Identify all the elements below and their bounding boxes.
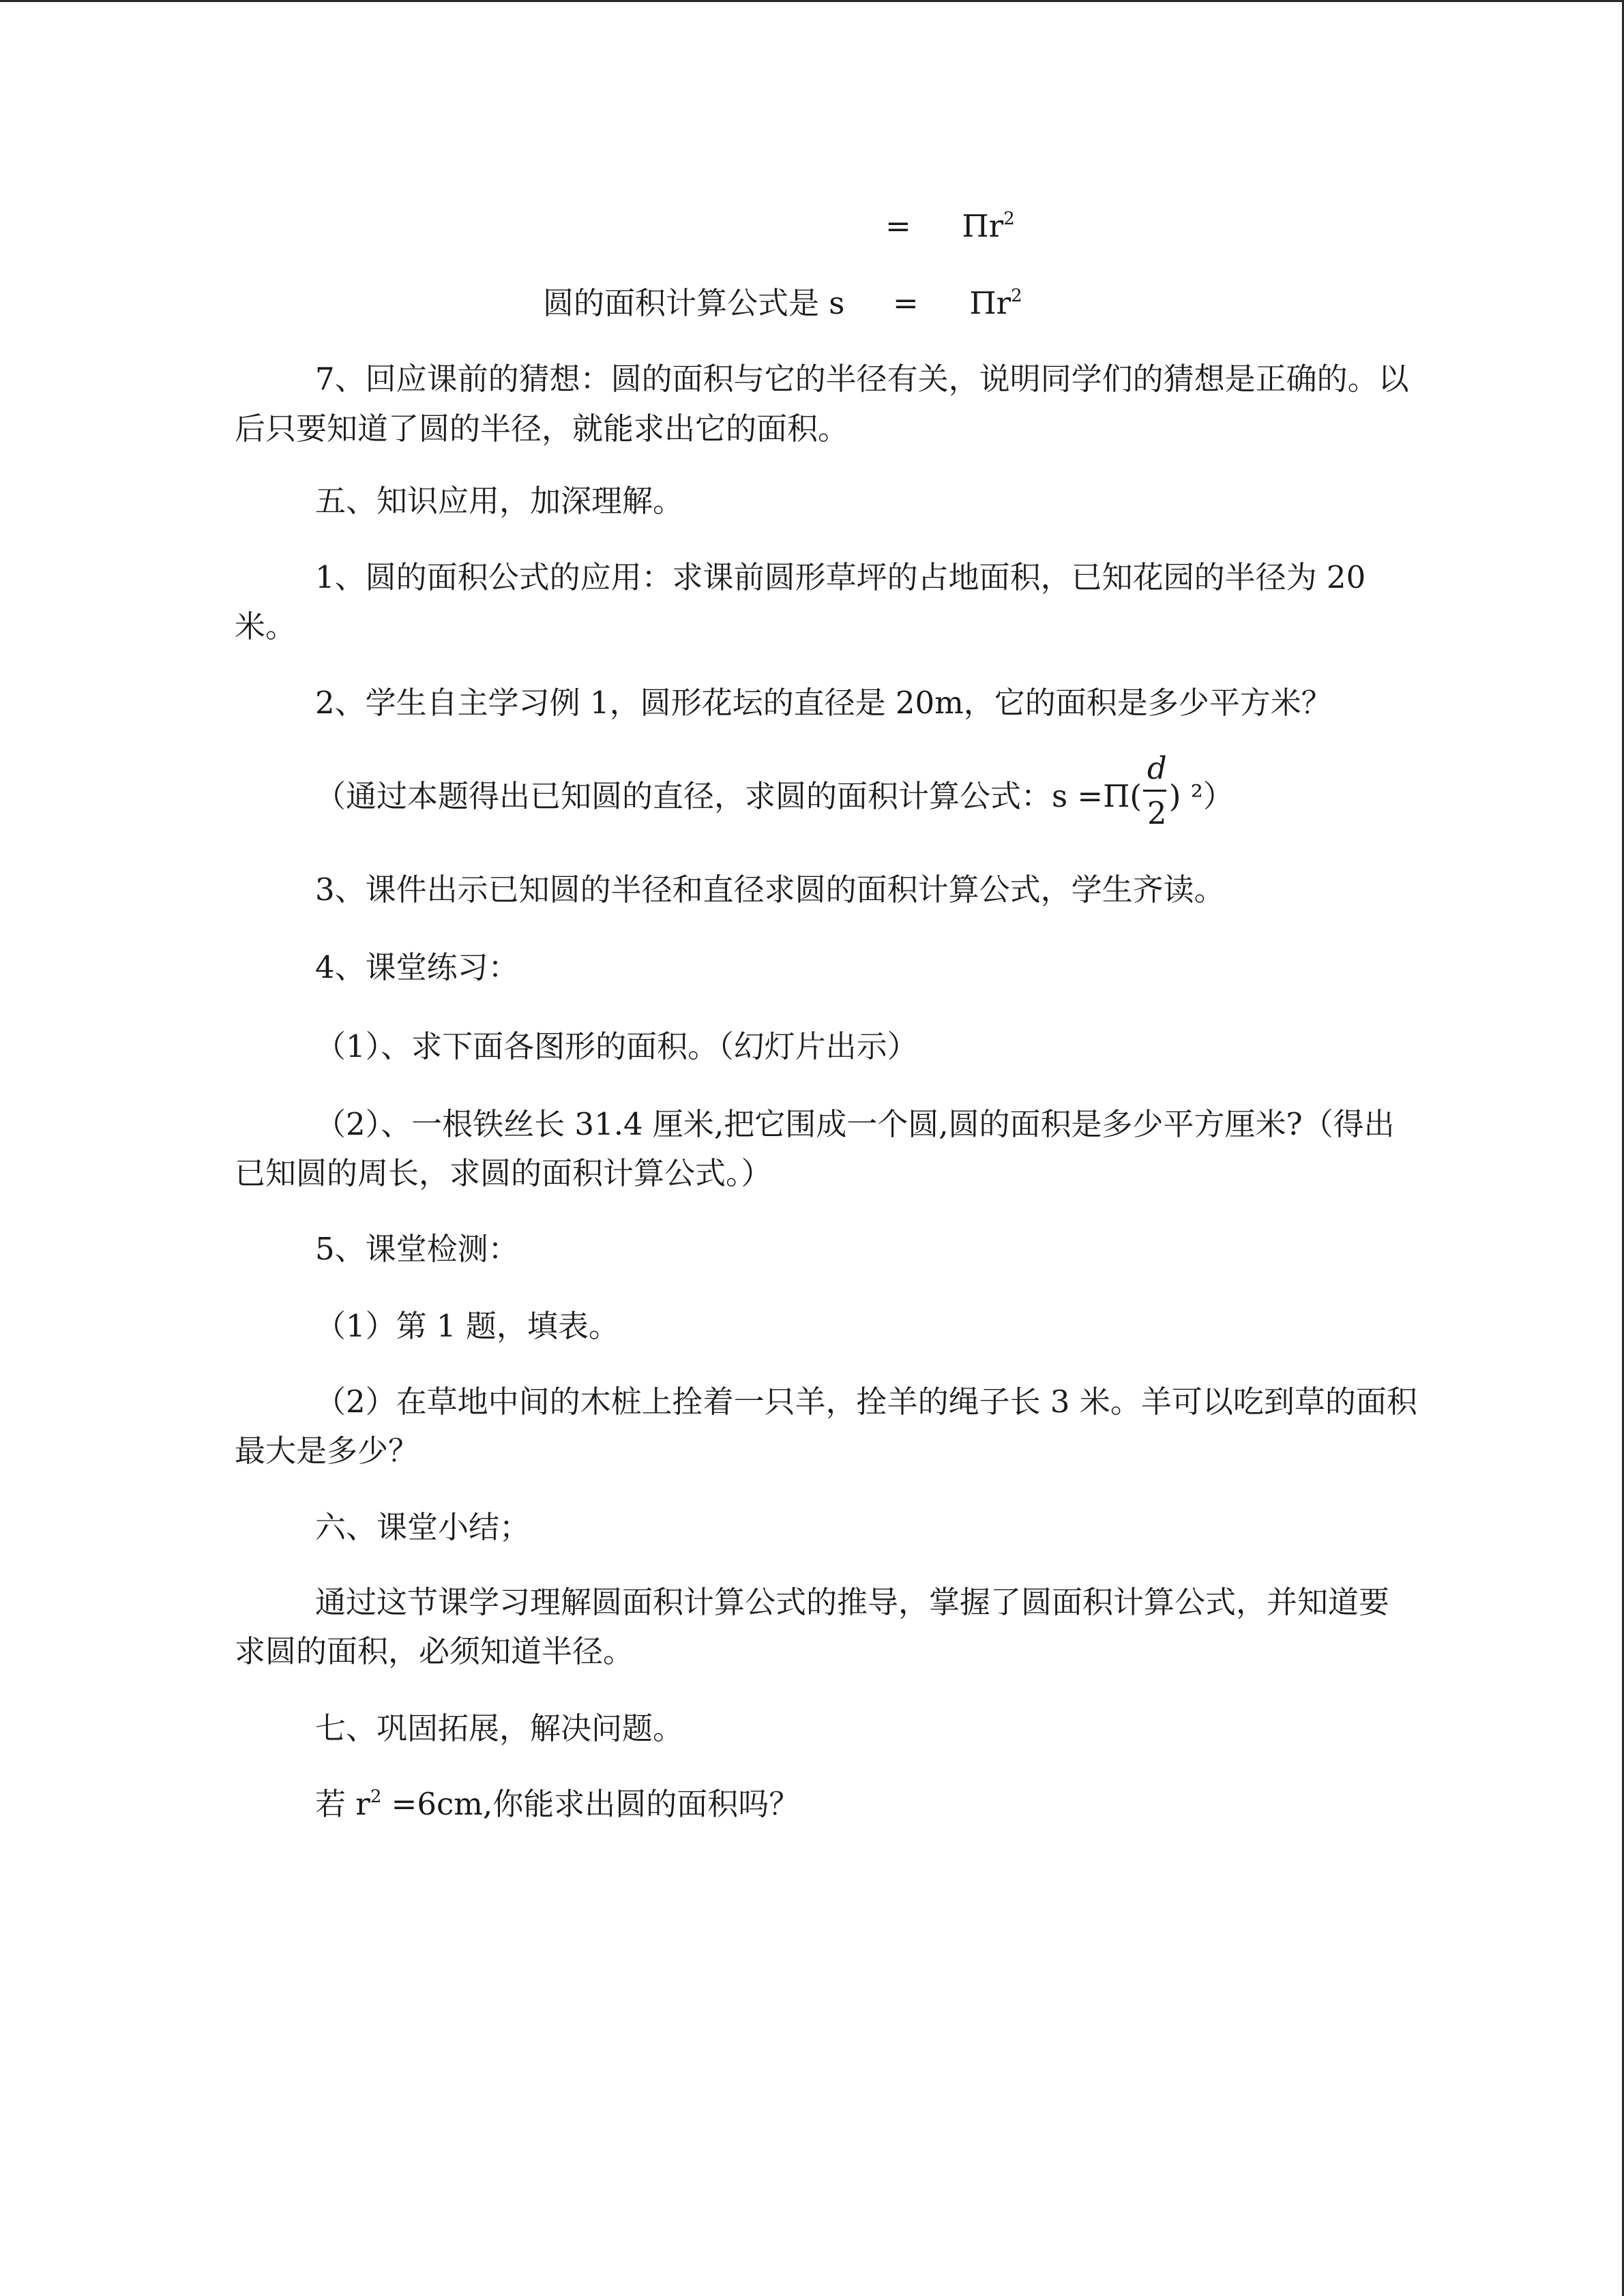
exponent: 2 bbox=[1003, 209, 1015, 229]
s6-para-line1: 通过这节课学习理解圆面积计算公式的推导，掌握了圆面积计算公式，并知道要 bbox=[315, 1584, 1390, 1620]
formula-label: 圆的面积计算公式是 s bbox=[543, 285, 845, 321]
s5-item5-2-line1: （2）在草地中间的木桩上拴着一只羊，拴羊的绳子长 3 米。羊可以吃到草的面积 bbox=[315, 1384, 1417, 1420]
pi-r-text: Πr bbox=[962, 208, 1004, 244]
fraction-bar bbox=[1143, 790, 1166, 792]
s5-item3: 3、课件出示已知圆的半径和直径求圆的面积计算公式，学生齐读。 bbox=[315, 871, 1225, 908]
s5-item1-line2: 米。 bbox=[235, 608, 297, 644]
section6-heading: 六、课堂小结； bbox=[315, 1509, 531, 1545]
s6-para-line2: 求圆的面积，必须知道半径。 bbox=[235, 1633, 634, 1669]
fraction-denominator: 2 bbox=[1147, 794, 1167, 831]
exponent: 2 bbox=[1011, 286, 1022, 306]
fraction-numerator: d bbox=[1147, 749, 1167, 786]
question-prefix: 若 r bbox=[315, 1786, 370, 1822]
s5-item2: 2、学生自主学习例 1，圆形花坛的直径是 20m，它的面积是多少平方米？ bbox=[315, 685, 1332, 721]
s5-item5-2-line2: 最大是多少？ bbox=[235, 1433, 419, 1469]
formula-line-1 bbox=[885, 205, 1015, 248]
s5-item4-2-line2: 已知圆的周长，求圆的面积计算公式。） bbox=[235, 1155, 772, 1191]
note-suffix: ) ²） bbox=[1168, 778, 1234, 814]
question-suffix: =6cm,你能求出圆的面积吗？ bbox=[381, 1786, 800, 1822]
note-prefix: （通过本题得出已知圆的直径，求圆的面积计算公式：s =Π( bbox=[315, 778, 1142, 814]
s5-item4-1: （1）、求下面各图形的面积。（幻灯片出示） bbox=[315, 1028, 918, 1064]
s5-item4-2-line1: （2）、一根铁丝长 31.4 厘米,把它围成一个圆,圆的面积是多少平方厘米?（得出 bbox=[315, 1106, 1395, 1142]
page-top-border bbox=[0, 0, 1624, 2]
s5-item5-1: （1）第 1 题，填表。 bbox=[315, 1308, 619, 1344]
pi-r-text: Πr bbox=[969, 285, 1012, 321]
s5-item4: 4、课堂练习： bbox=[315, 949, 519, 985]
equals-sign: = bbox=[885, 208, 911, 244]
section7-heading: 七、巩固拓展，解决问题。 bbox=[315, 1710, 684, 1746]
equals-sign: = bbox=[893, 285, 919, 321]
item7-line1: 7、回应课前的猜想：圆的面积与它的半径有关，说明同学们的猜想是正确的。以 bbox=[315, 361, 1409, 397]
s5-item5: 5、课堂检测： bbox=[315, 1231, 519, 1267]
formula-line-2 bbox=[543, 282, 1022, 325]
item7-line2: 后只要知道了圆的半径，就能求出它的面积。 bbox=[235, 411, 849, 447]
exponent: 2 bbox=[370, 1787, 382, 1807]
s5-note-formula bbox=[315, 749, 1234, 831]
d-over-2-fraction bbox=[1142, 749, 1169, 831]
section5-heading: 五、知识应用，加深理解。 bbox=[315, 483, 684, 519]
s7-question bbox=[315, 1783, 799, 1826]
s5-item1-line1: 1、圆的面积公式的应用：求课前圆形草坪的占地面积，已知花园的半径为 20 bbox=[315, 559, 1366, 595]
